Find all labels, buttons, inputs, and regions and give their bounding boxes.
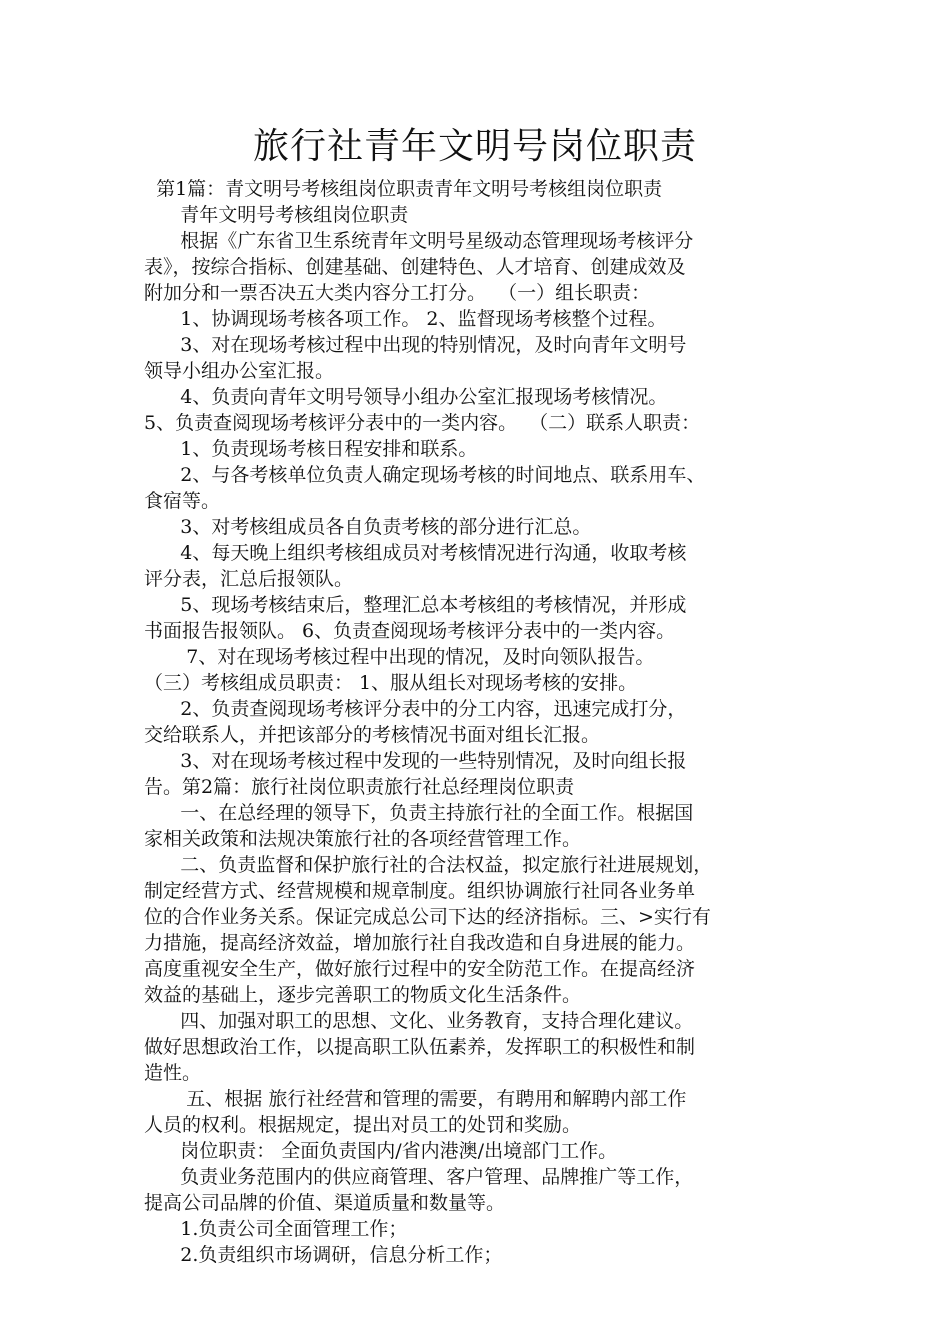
text-line: 效益的基础上，逐步完善职工的物质文化生活条件。 (144, 984, 582, 1006)
text-line: 7、对在现场考核过程中出现的情况，及时向领队报告。 (144, 646, 655, 668)
text-line: 第1篇：青文明号考核组岗位职责青年文明号考核组岗位职责 (144, 178, 663, 200)
document-body (144, 176, 830, 1268)
text-line: 造性。 (144, 1062, 202, 1084)
text-line: 人员的权利。根据规定，提出对员工的处罚和奖励。 (144, 1114, 582, 1136)
text-line: 4、每天晚上组织考核组成员对考核情况进行沟通，收取考核 (144, 542, 687, 564)
text-line: 1、负责现场考核日程安排和联系。 (144, 438, 478, 460)
text-line: 位的合作业务关系。保证完成总公司下达的经济指标。三、>实行有 (144, 906, 711, 928)
text-line: 二、负责监督和保护旅行社的合法权益，拟定旅行社进展规划， (144, 854, 713, 876)
text-line: 5、现场考核结束后，整理汇总本考核组的考核情况，并形成 (144, 594, 687, 616)
text-line: 3、对在现场考核过程中出现的特别情况，及时向青年文明号 (144, 334, 687, 356)
text-line: 评分表，汇总后报领队。 (144, 568, 354, 590)
text-line: 3、对在现场考核过程中发现的一些特别情况，及时向组长报 (144, 750, 687, 772)
text-line: 力措施，提高经济效益，增加旅行社自我改造和自身进展的能力。 (144, 932, 696, 954)
text-line: 四、加强对职工的思想、文化、业务教育，支持合理化建议。 (144, 1010, 694, 1032)
text-line: 负责业务范围内的供应商管理、客户管理、品牌推广等工作， (144, 1166, 694, 1188)
text-line: 4、负责向青年文明号领导小组办公室汇报现场考核情况。 (144, 386, 668, 408)
text-line: 高度重视安全生产，做好旅行过程中的安全防范工作。在提高经济 (144, 958, 696, 980)
text-line: 五、根据 旅行社经营和管理的需要，有聘用和解聘内部工作 (144, 1088, 687, 1110)
text-line: 一、在总经理的领导下，负责主持旅行社的全面工作。根据国 (144, 802, 694, 824)
text-line: 1.负责公司全面管理工作； (144, 1218, 408, 1240)
document-title: 旅行社青年文明号岗位职责 (252, 126, 697, 167)
text-line: 制定经营方式、经营规模和规章制度。组织协调旅行社同各业务单 (144, 880, 696, 902)
text-line: 提高公司品牌的价值、渠道质量和数量等。 (144, 1192, 506, 1214)
text-line: 青年文明号考核组岗位职责 (144, 204, 409, 226)
text-line: 根据《广东省卫生系统青年文明号星级动态管理现场考核评分 (144, 230, 694, 252)
text-line: 交给联系人，并把该部分的考核情况书面对组长汇报。 (144, 724, 601, 746)
text-line: 1、协调现场考核各项工作。 2、监督现场考核整个过程。 (144, 308, 667, 330)
text-line: 附加分和一票否决五大类内容分工打分。 （一）组长职责： (144, 282, 651, 304)
text-line: 领导小组办公室汇报。 (144, 360, 335, 382)
text-line: 表》，按综合指标、创建基础、创建特色、人才培育、创建成效及 (144, 256, 686, 278)
text-line: 3、对考核组成员各自负责考核的部分进行汇总。 (144, 516, 592, 538)
text-line: 岗位职责： 全面负责国内/省内港澳/出境部门工作。 (144, 1140, 618, 1162)
text-line: 2.负责组织市场调研，信息分析工作； (144, 1244, 503, 1266)
text-line: 告。第2篇：旅行社岗位职责旅行社总经理岗位职责 (144, 776, 575, 798)
text-line: 5、负责查阅现场考核评分表中的一类内容。 （二）联系人职责： (144, 412, 701, 434)
text-line: 做好思想政治工作，以提高职工队伍素养，发挥职工的积极性和制 (144, 1036, 696, 1058)
text-line: 食宿等。 (144, 490, 221, 512)
text-line: 家相关政策和法规决策旅行社的各项经营管理工作。 (144, 828, 582, 850)
text-line: （三）考核组成员职责： 1、服从组长对现场考核的安排。 (144, 672, 638, 694)
text-line: 2、与各考核单位负责人确定现场考核的时间地点、联系用车、 (144, 464, 706, 486)
text-line: 书面报告报领队。 6、负责查阅现场考核评分表中的一类内容。 (144, 620, 676, 642)
text-line: 2、负责查阅现场考核评分表中的分工内容，迅速完成打分， (144, 698, 687, 720)
